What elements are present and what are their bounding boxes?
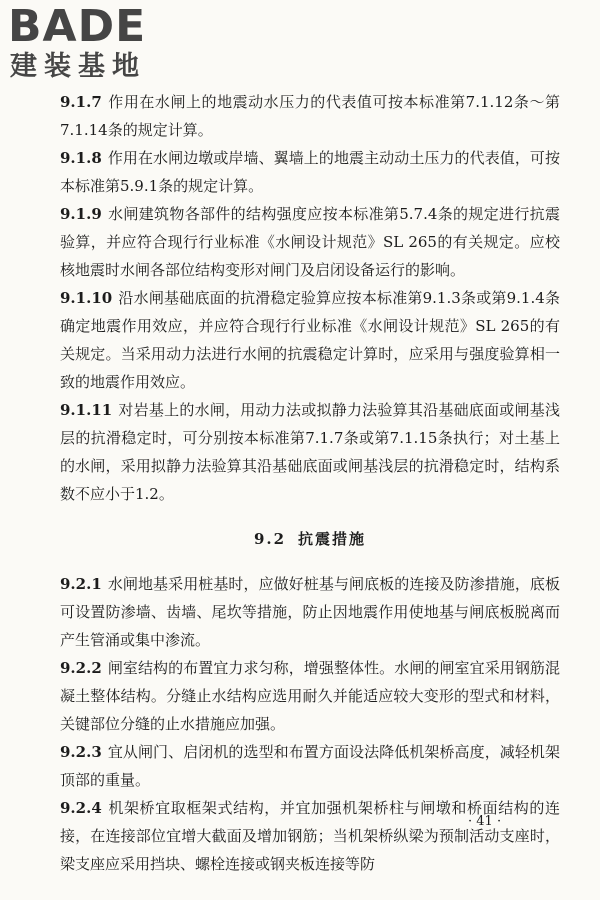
page-number: · 41 ·	[468, 814, 502, 829]
clause-number: 9.2.4	[60, 799, 102, 817]
clause-number: 9.2.3	[60, 743, 102, 761]
clause-text: 机架桥宜取框架式结构，并宜加强机架桥柱与闸墩和桥面结构的连接，在连接部位宜增大截面及增加钢筋；当机架桥纵梁为预制活动支座时，梁支座应采用挡块、螺栓连接或钢夹板连接等防	[60, 799, 560, 873]
section-number: 9.2	[253, 530, 287, 548]
clause-9-1-9	[60, 200, 560, 284]
clause-number: 9.1.7	[60, 93, 102, 111]
logo-subtitle: 建装基地	[10, 51, 146, 82]
clause-9-2-2	[60, 654, 560, 738]
clause-text: 闸室结构的布置宜力求匀称，增强整体性。水闸的闸室宜采用钢筋混凝土整体结构。分缝止水结构应选用耐久并能适应较大变形的型式和材料，关键部位分缝的止水措施应加强。	[60, 659, 560, 733]
clause-text: 沿水闸基础底面的抗滑稳定验算应按本标准第9.1.3条或第9.1.4条确定地震作用效应，并应符合现行行业标准《水闸设计规范》SL 265的有关规定。当采用动力法进行水闸的抗震稳定计算时，应采用与强度验算相一致的地震作用效应。	[60, 289, 560, 391]
clause-text: 宜从闸门、启闭机的选型和布置方面设法降低机架桥高度，减轻机架顶部的重量。	[60, 743, 560, 789]
clause-number: 9.1.8	[60, 149, 102, 167]
clause-9-2-3	[60, 738, 560, 794]
clause-number: 9.1.10	[60, 289, 113, 307]
clause-number: 9.2.2	[60, 659, 102, 677]
clause-text: 水闸建筑物各部件的结构强度应按本标准第5.7.4条的规定进行抗震验算，并应符合现行行业标准《水闸设计规范》SL 265的有关规定。应校核地震时水闸各部位结构变形对闸门及启闭设备运行的影响。	[60, 205, 560, 279]
clause-text: 水闸地基采用桩基时，应做好桩基与闸底板的连接及防渗措施，底板可设置防渗墙、齿墙、尾坎等措施，防止因地震作用使地基与闸底板脱离而产生管涌或集中渗流。	[60, 575, 560, 649]
logo-wordmark: BADE	[8, 1, 147, 52]
clause-text: 对岩基上的水闸，用动力法或拟静力法验算其沿基础底面或闸基浅层的抗滑稳定时，可分别按本标准第7.1.7条或第7.1.15条执行；对土基上的水闸，采用拟静力法验算其沿基础底面或闸基浅层的抗滑稳定时，结构系数不应小于1.2。	[60, 401, 560, 503]
clause-text: 作用在水闸上的地震动水压力的代表值可按本标准第7.1.12条～第7.1.14条的规定计算。	[60, 93, 560, 139]
clause-text: 作用在水闸边墩或岸墙、翼墙上的地震主动动土压力的代表值，可按本标准第5.9.1条的规定计算。	[60, 149, 560, 195]
clause-number: 9.2.1	[60, 575, 102, 593]
clause-9-1-8	[60, 144, 560, 200]
bade-logo	[8, 1, 178, 86]
clause-9-2-4	[60, 794, 560, 878]
section-title: 抗震措施	[298, 530, 367, 548]
document-body	[60, 88, 560, 878]
clause-number: 9.1.11	[60, 401, 113, 419]
clause-9-2-1	[60, 570, 560, 654]
clause-9-1-11	[60, 396, 560, 508]
clause-number: 9.1.9	[60, 205, 102, 223]
clause-9-1-7	[60, 88, 560, 144]
section-heading	[60, 525, 560, 553]
clause-9-1-10	[60, 284, 560, 396]
